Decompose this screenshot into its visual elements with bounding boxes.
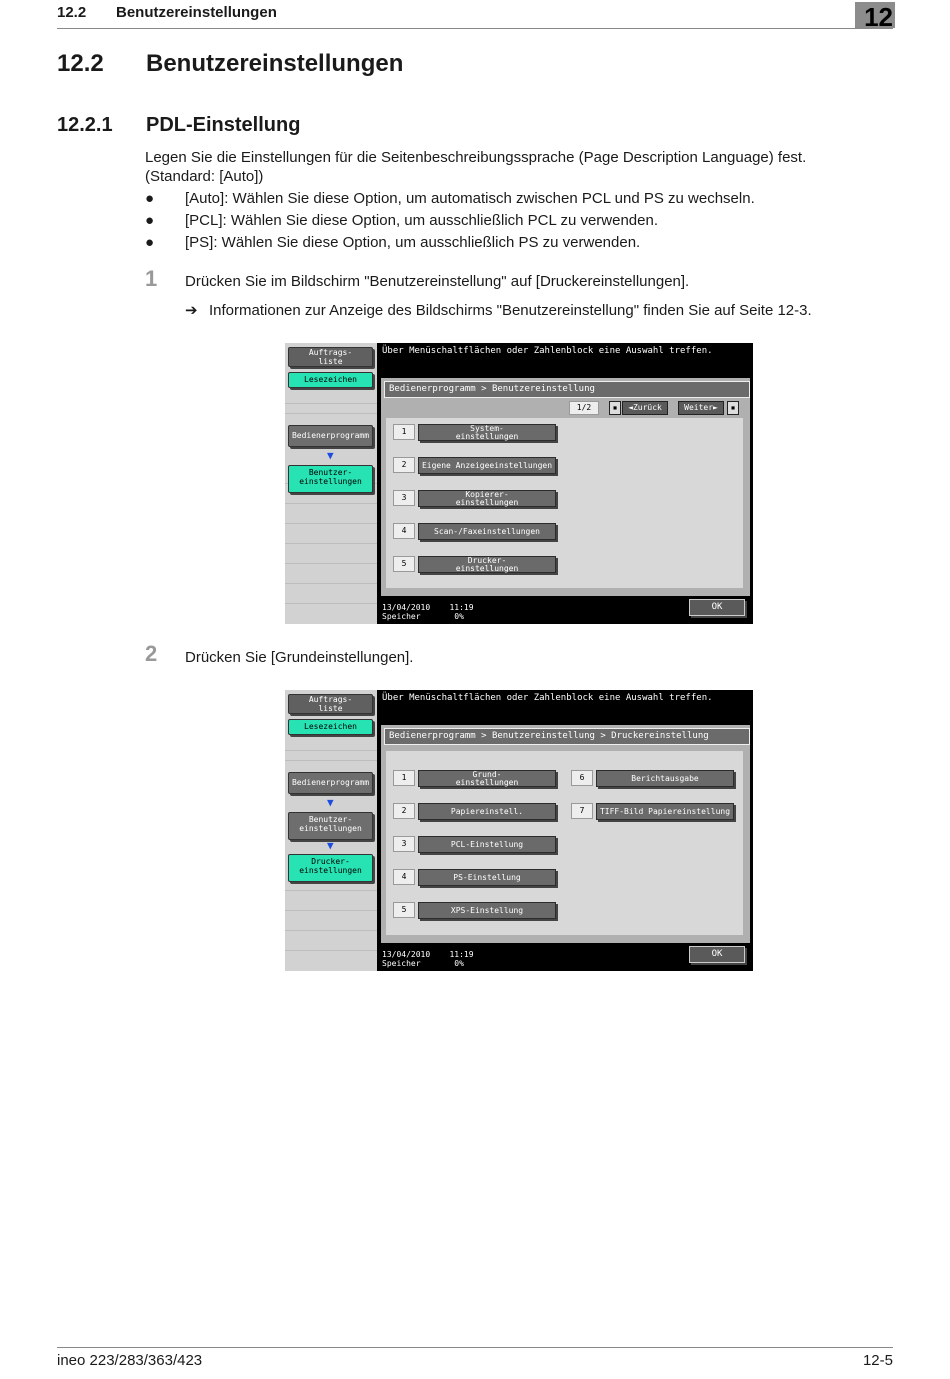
printer-settings-button[interactable]: Drucker- einstellungen (418, 556, 556, 573)
job-list-button[interactable]: Auftrags- liste (288, 347, 373, 367)
step-2-text: Drücken Sie [Grundeinstellungen]. (185, 649, 414, 666)
back-button[interactable]: ◄Zurück (622, 401, 668, 415)
item-number: 6 (571, 770, 593, 786)
step-1-number: 1 (145, 266, 158, 291)
copier-settings-button[interactable]: Kopierer- einstellungen (418, 490, 556, 507)
xps-settings-button[interactable]: XPS-Einstellung (418, 902, 556, 919)
pcl-settings-button[interactable]: PCL-Einstellung (418, 836, 556, 853)
intro-line-1: Legen Sie die Einstellungen für die Seitenbeschreibungssprache (Page Description Language) fest. (145, 149, 807, 166)
paper-settings-button[interactable]: Papiereinstell. (418, 803, 556, 820)
bookmark-button[interactable]: Lesezeichen (288, 719, 373, 735)
footer-page-number: 12-5 (862, 1352, 893, 1369)
arrow-down-icon: ▼ (327, 449, 334, 462)
tiff-paper-settings-button[interactable]: TIFF-Bild Papiereinstellung (596, 803, 734, 820)
item-number: 2 (393, 457, 415, 473)
item-number: 2 (393, 803, 415, 819)
ok-button[interactable]: OK (689, 599, 745, 616)
basic-settings-button[interactable]: Grund- einstellungen (418, 770, 556, 787)
arrow-right-icon: ➔ (185, 302, 198, 319)
screen-panel (381, 725, 750, 943)
job-list-button[interactable]: Auftrags- liste (288, 694, 373, 714)
bullet-icon: ● (145, 190, 155, 207)
item-number: 5 (393, 902, 415, 918)
page-title (57, 50, 403, 78)
printer-settings-button[interactable]: Drucker- einstellungen (288, 854, 373, 882)
screen-sidebar (285, 690, 377, 971)
scan-fax-settings-button[interactable]: Scan-/Faxeinstellungen (418, 523, 556, 540)
scroll-down-button[interactable]: ▪ (727, 401, 739, 415)
item-number: 3 (393, 490, 415, 506)
item-number: 3 (393, 836, 415, 852)
item-number: 4 (393, 523, 415, 539)
running-header (57, 4, 277, 21)
bullet-icon: ● (145, 234, 155, 251)
display-settings-button[interactable]: Eigene Anzeigeeinstellungen (418, 457, 556, 474)
arrow-down-icon: ▼ (327, 796, 334, 809)
scroll-up-button[interactable]: ▪ (609, 401, 621, 415)
intro-line-2: (Standard: [Auto]) (145, 168, 264, 185)
screen-breadcrumb: Bedienerprogramm > Benutzereinstellung > Druckereinstellung (384, 728, 750, 745)
bookmark-button[interactable]: Lesezeichen (288, 372, 373, 388)
title-number: 12.2 (57, 50, 104, 77)
footer-model: ineo 223/283/363/423 (57, 1352, 203, 1369)
header-section-number: 12.2 (57, 4, 87, 21)
chapter-number-box: 12 (855, 2, 895, 28)
item-number: 5 (393, 556, 415, 572)
screen-message: Über Menüschaltflächen oder Zahlenblock eine Auswahl treffen. (382, 346, 713, 356)
page-indicator: 1/2 (569, 401, 599, 415)
user-settings-button[interactable]: Benutzer- einstellungen (288, 812, 373, 840)
item-number: 7 (571, 803, 593, 819)
header-rule (57, 28, 893, 29)
step-1-note: ➔ Informationen zur Anzeige des Bildschirms "Benutzereinstellung" finden Sie auf Seite 12-3. (185, 302, 812, 319)
screen-panel (381, 378, 750, 596)
ok-button[interactable]: OK (689, 946, 745, 963)
bullet-item: ● [PCL]: Wählen Sie diese Option, um ausschließlich PCL zu verwenden. (145, 212, 659, 229)
step-2-number: 2 (145, 641, 158, 666)
item-number: 1 (393, 770, 415, 786)
next-button[interactable]: Weiter► (678, 401, 724, 415)
screen-message: Über Menüschaltflächen oder Zahlenblock eine Auswahl treffen. (382, 693, 713, 703)
user-settings-button[interactable]: Benutzer- einstellungen (288, 465, 373, 493)
arrow-down-icon: ▼ (327, 839, 334, 852)
utility-button[interactable]: Bedienerprogramm (288, 425, 373, 447)
title-text: Benutzereinstellungen (146, 50, 404, 77)
screen-sidebar (285, 343, 377, 624)
ps-settings-button[interactable]: PS-Einstellung (418, 869, 556, 886)
report-output-button[interactable]: Berichtausgabe (596, 770, 734, 787)
subtitle-number: 12.2.1 (57, 114, 113, 136)
screen-status: 13/04/2010 11:19 Speicher 0% (382, 603, 474, 621)
screen-status: 13/04/2010 11:19 Speicher 0% (382, 950, 474, 968)
screen-breadcrumb: Bedienerprogramm > Benutzereinstellung (384, 381, 750, 398)
utility-button[interactable]: Bedienerprogramm (288, 772, 373, 794)
footer-rule (57, 1347, 893, 1348)
item-number: 1 (393, 424, 415, 440)
step-1-text: Drücken Sie im Bildschirm "Benutzereinstellung" auf [Druckereinstellungen]. (185, 273, 690, 290)
screenshot-user-settings (285, 343, 753, 624)
bullet-icon: ● (145, 212, 155, 229)
bullet-item: ● [Auto]: Wählen Sie diese Option, um automatisch zwischen PCL und PS zu wechseln. (145, 190, 755, 207)
system-settings-button[interactable]: System- einstellungen (418, 424, 556, 441)
subtitle-text: PDL-Einstellung (146, 114, 301, 136)
item-number: 4 (393, 869, 415, 885)
section-title (57, 114, 300, 137)
header-section-title: Benutzereinstellungen (116, 4, 277, 21)
bullet-item: ● [PS]: Wählen Sie diese Option, um ausschließlich PS zu verwenden. (145, 234, 641, 251)
screenshot-printer-settings (285, 690, 753, 971)
